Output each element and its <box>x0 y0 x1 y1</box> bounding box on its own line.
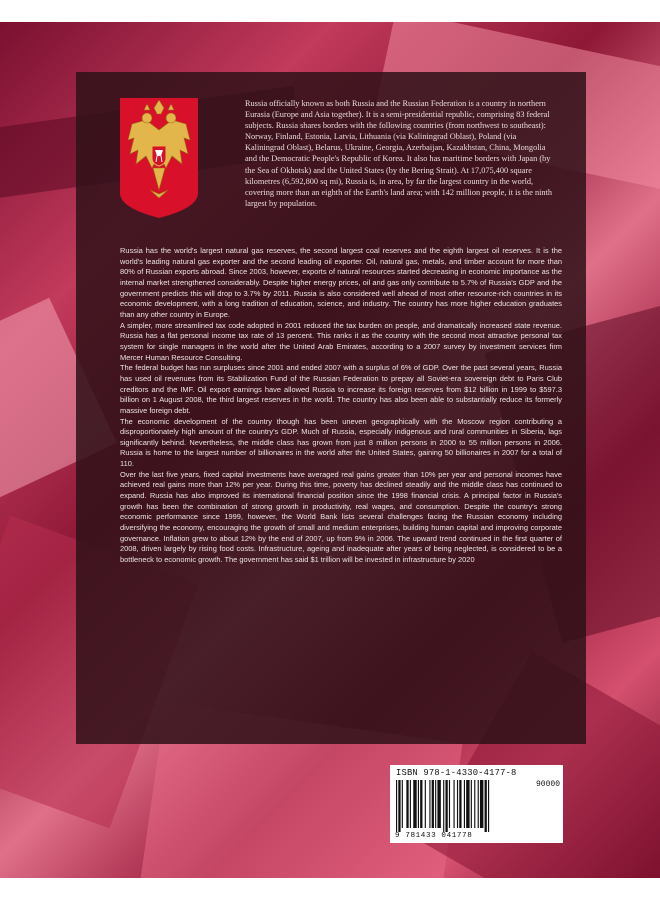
barcode-bar <box>420 780 422 828</box>
ean-digits: 9 781433 041778 <box>395 832 473 840</box>
coat-of-arms-icon <box>120 98 198 218</box>
barcode-icon <box>396 780 534 832</box>
barcode-bar <box>425 780 426 828</box>
barcode-bar <box>437 780 440 828</box>
paragraph: Over the last five years, fixed capital investments have averaged real gains greater than 10% per year and personal incomes have achieved real gains more than 12% per year. During this time, poverty has declined steadily and the middle class has continued to expand. Russia has also improved its international financial position since the 1998 financial crisis. A principal factor in Russia's growth has been the combination of strong growth in productivity, real wages, and consumption. Despite the country's strong economic performance since 1999, however, the World Bank lists several challenges facing the Russian economy including diversifying the economy, encouraging the growth of small and medium enterprises, building human capital and improving corporate governance. Inflation grew to about 12% by the end of 2007, up from 9% in 2006. The upward trend continued in the first quarter of 2008, driven largely by rising food costs. Infrastructure, ageing and inadequate after years of being neglected, is considered to be a bottleneck to economic growth. The government has said $1 trillion will be invested in infrastructure by 2020 <box>120 469 562 565</box>
barcode-area <box>390 765 563 843</box>
barcode-bar <box>406 780 408 828</box>
isbn-label: ISBN 978-1-4330-4177-8 <box>396 768 517 778</box>
paragraph: The economic development of the country though has been uneven geographically with the Moscow region contributing a disproportionately high amount of the country's GDP. Much of Russia, especially indigenous and rural communities in Siberia, lags significantly behind. Nevertheless, the middle class has grown from just 8 million persons in 2000 to 55 million persons in 2006. Russia is home to the largest number of billionaires in the world after the United States, gaining 50 billionaires in 2007 for a total of 110. <box>120 416 562 469</box>
barcode-bar <box>435 780 436 828</box>
barcode-bar <box>443 780 444 832</box>
barcode-bar <box>398 780 400 832</box>
text-panel <box>76 72 586 744</box>
barcode-bar <box>466 780 469 828</box>
barcode-bar <box>474 780 475 828</box>
barcode-bar <box>478 780 479 828</box>
barcode-bar <box>429 780 430 828</box>
barcode-bar <box>488 780 489 832</box>
paragraph: Russia has the world's largest natural gas reserves, the second largest coal reserves and the eighth largest oil reserves. It is the world's leading natural gas exporter and the second leading oil exporter. Oil, natural gas, metals, and timber account for more than 80% of Russian exports abroad. Since 2003, however, exports of natural resources started decreasing in economic importance as the internal market strengthened considerably. Despite higher energy prices, oil and gas only contribute to 5.7% of Russia's GDP and the government predicts this will drop to 3.7% by 2011. Russia is also considered well ahead of most other resource-rich countries in its economic development, with a long tradition of education, science, and industry. The country has more higher education graduates than any other country in Europe. <box>120 246 562 319</box>
barcode-bar <box>410 780 411 828</box>
barcode-bar <box>457 780 458 828</box>
barcode-bar <box>454 780 455 828</box>
barcode-bar <box>418 780 419 828</box>
barcode-bar <box>402 780 403 828</box>
paragraph: A simpler, more streamlined tax code adopted in 2001 reduced the tax burden on people, and dramatically increased state revenue. Russia has a flat personal income tax rate of 13 percent. This ranks it as the country with the second most attractive personal tax system for single managers in the world after the United Arab Emirates, according to a 2007 survey by investment services firm Mercer Human Resource Consulting. <box>120 320 562 362</box>
barcode-bar <box>413 780 416 828</box>
barcode-bar <box>449 780 450 828</box>
barcode-bar <box>471 780 472 828</box>
barcode-bar <box>432 780 434 828</box>
barcode-bar <box>459 780 461 828</box>
barcode-bar <box>445 780 447 832</box>
barcode-bar <box>396 780 397 832</box>
paragraph: The federal budget has run surpluses since 2001 and ended 2007 with a surplus of 6% of GDP. Over the past several years, Russia has used oil revenues from its Stabilization Fund of the Russian Federation to prepay all Soviet-era sovereign debt to Paris Club creditors and the IMF. Oil export earnings have allowed Russia to increase its foreign reserves from $12 billion in 1999 to $597.3 billion on 1 August 2008, the third largest reserves in the world. The country has also been able to substantially reduce its formerly massive foreign debt. <box>120 363 562 415</box>
body-text <box>120 246 562 566</box>
price-code: 90000 <box>536 780 561 789</box>
intro-text: Russia officially known as both Russia and the Russian Federation is a country in northern Eurasia (Europe and Asia together). It is a semi-presidential republic, comprising 83 federal subjects. Russia shares borders with the following countries (from northwest to southeast): Norway, Finland, Estonia, Latvia, Lithuania (via Kaliningrad Oblast), Poland (via Kaliningrad Oblast), Belarus, Ukraine, Georgia, Azerbaijan, Kazakhstan, China, Mongolia and the Democratic People's Republic of Korea. It also has maritime borders with Japan (by the Sea of Okhotsk) and the United States (by the Bering Strait). At 17,075,400 square kilometres (6,592,800 sq mi), Russia is, in area, by far the largest country in the world, covering more than an eighth of the Earth's land area; with 142 million people, it is the ninth largest by population. <box>245 99 553 208</box>
barcode-bar <box>485 780 487 832</box>
barcode-bar <box>464 780 465 828</box>
barcode-bar <box>480 780 483 828</box>
